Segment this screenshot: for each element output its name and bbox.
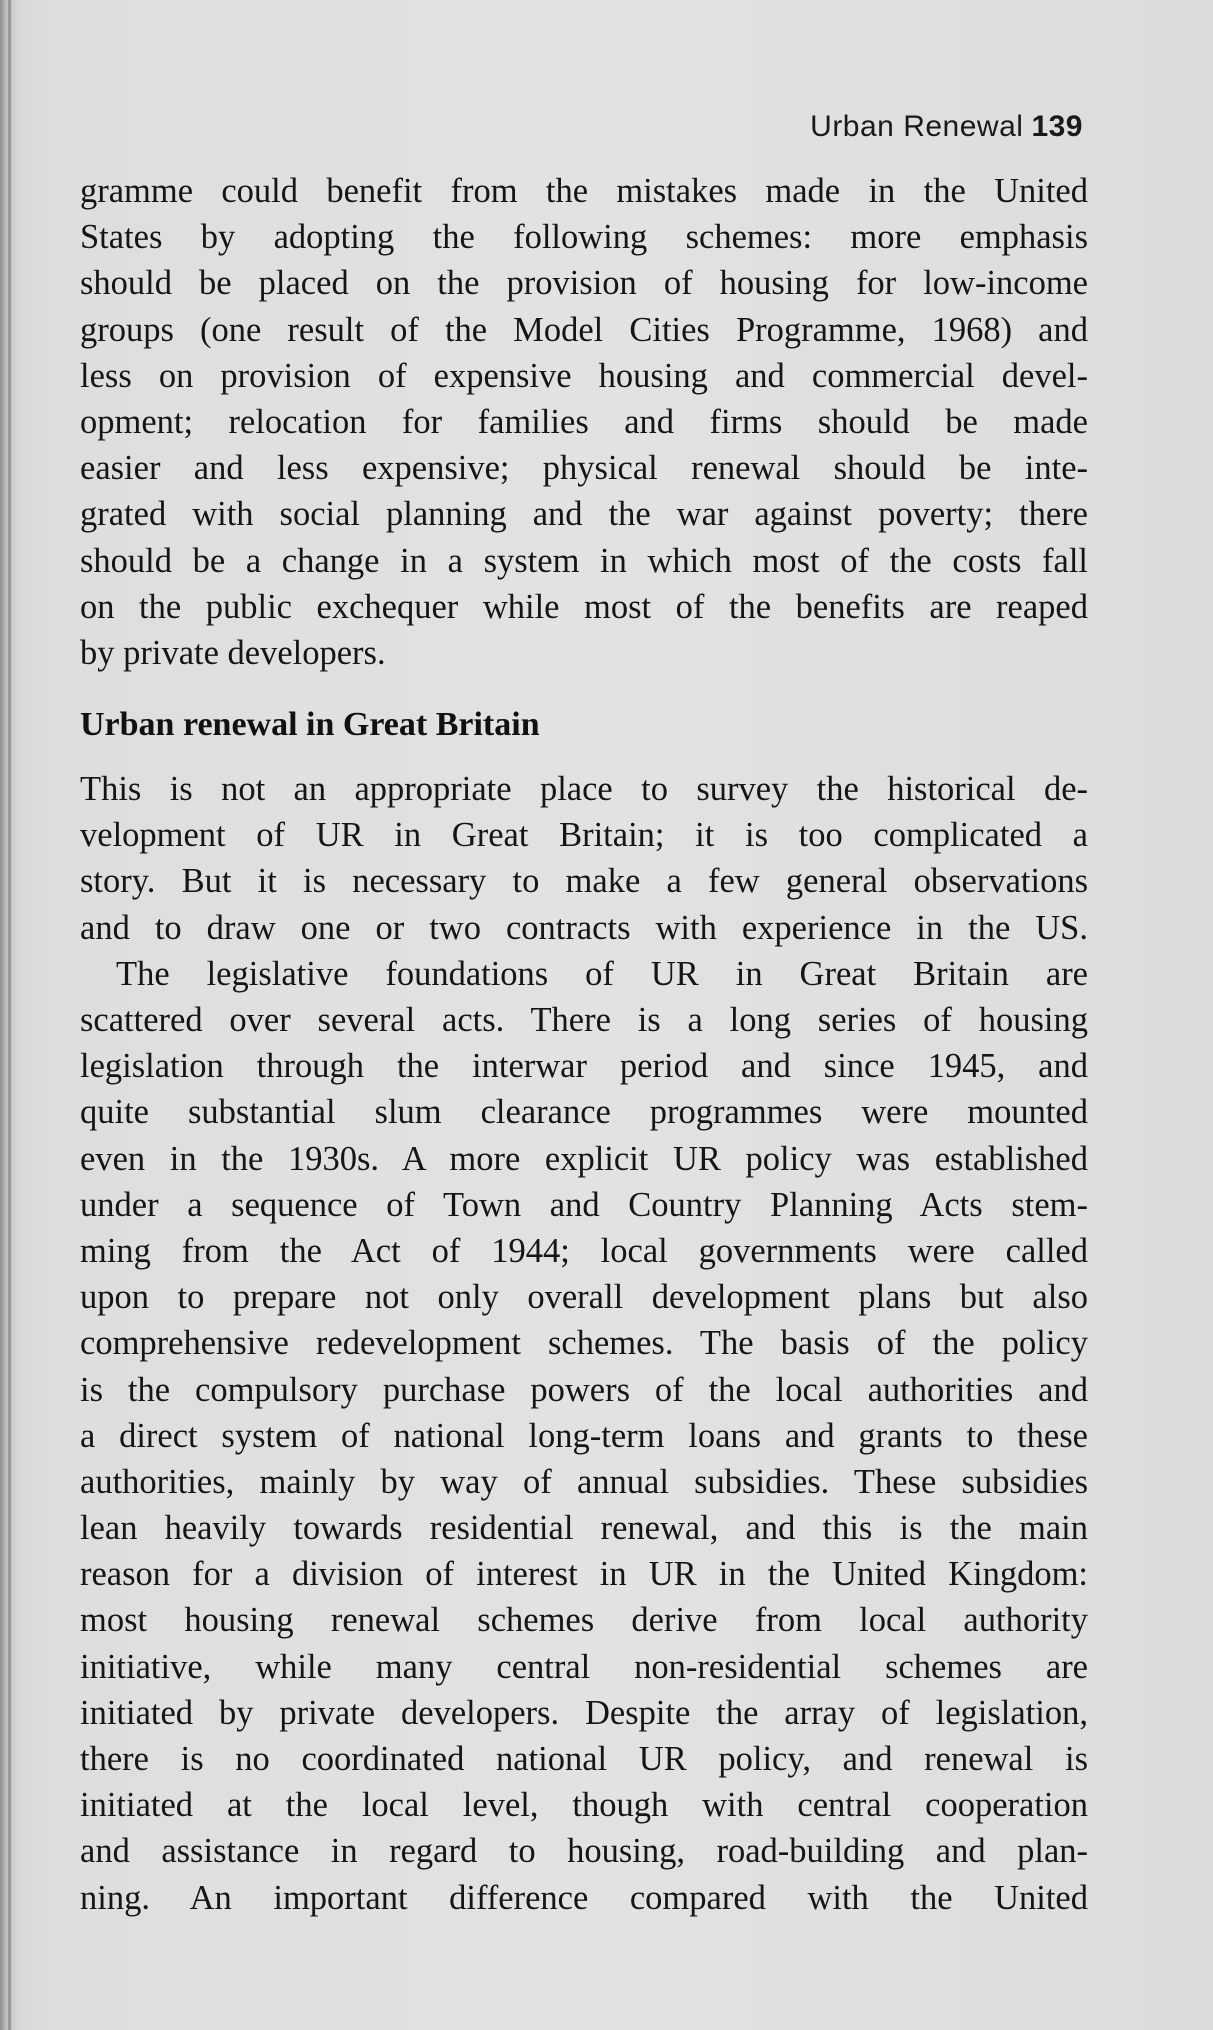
text-line: reason for a division of interest in UR in the United Kingdom: bbox=[80, 1555, 1088, 1594]
text-line: initiative, while many central non-residential schemes are bbox=[80, 1647, 1088, 1686]
paragraph-legislation bbox=[80, 951, 1088, 1921]
text-line: gramme could benefit from the mistakes made in the United bbox=[80, 172, 1088, 210]
section-heading: Urban renewal in Great Britain bbox=[80, 706, 540, 744]
text-line: even in the 1930s. A more explicit UR policy was established bbox=[80, 1139, 1088, 1178]
paragraph-intro bbox=[80, 766, 1088, 951]
text-line: States by adopting the following schemes: more emphasis bbox=[80, 218, 1088, 257]
text-line: should be a change in a system in which most of the costs fall bbox=[80, 541, 1088, 580]
text-line: authorities, mainly by way of annual subsidies. These subsidies bbox=[80, 1462, 1088, 1501]
text-line: scattered over several acts. There is a long series of housing bbox=[80, 1001, 1088, 1039]
text-line: lean heavily towards residential renewal, and this is the main bbox=[80, 1509, 1088, 1548]
text-line: groups (one result of the Model Cities Programme, 1968) and bbox=[80, 310, 1088, 349]
text-line: should be placed on the provision of housing for low-income bbox=[80, 264, 1088, 303]
text-line: quite substantial slum clearance programmes were mounted bbox=[80, 1093, 1088, 1132]
text-line: a direct system of national long-term loans and grants to these bbox=[80, 1416, 1088, 1455]
text-line: initiated at the local level, though with central cooperation bbox=[80, 1786, 1088, 1825]
text-line: by private developers. bbox=[80, 633, 386, 672]
text-line: opment; relocation for families and firms should be made bbox=[80, 402, 1088, 441]
page-gutter bbox=[8, 0, 11, 2030]
text-line: initiated by private developers. Despite the array of legislation, bbox=[80, 1693, 1088, 1732]
text-line: on the public exchequer while most of the benefits are reaped bbox=[80, 587, 1088, 626]
text-line: is the compulsory purchase powers of the local authorities and bbox=[80, 1370, 1088, 1409]
text-line: ming from the Act of 1944; local governments were called bbox=[80, 1231, 1088, 1270]
text-line: ning. An important difference compared with the United bbox=[80, 1878, 1088, 1917]
paragraph-continued bbox=[80, 168, 1088, 676]
text-line: under a sequence of Town and Country Planning Acts stem- bbox=[80, 1185, 1088, 1224]
text-line: and to draw one or two contracts with experience in the US. bbox=[80, 908, 1088, 947]
text-line: most housing renewal schemes derive from local authority bbox=[80, 1601, 1088, 1640]
running-head-title: Urban Renewal bbox=[810, 110, 1024, 143]
text-line: less on provision of expensive housing and commercial devel- bbox=[80, 356, 1088, 395]
text-line: This is not an appropriate place to survey the historical de- bbox=[80, 770, 1088, 809]
text-line: story. But it is necessary to make a few general observations bbox=[80, 862, 1088, 901]
text-line: and assistance in regard to housing, road-building and plan- bbox=[80, 1832, 1088, 1871]
text-line: legislation through the interwar period and since 1945, and bbox=[80, 1047, 1088, 1086]
body-text bbox=[80, 168, 1088, 1921]
text-line: grated with social planning and the war against poverty; there bbox=[80, 495, 1088, 534]
text-line: there is no coordinated national UR policy, and renewal is bbox=[80, 1740, 1088, 1778]
text-line: velopment of UR in Great Britain; it is too complicated a bbox=[80, 816, 1088, 855]
text-line: upon to prepare not only overall development plans but also bbox=[80, 1278, 1088, 1317]
text-line: easier and less expensive; physical renewal should be inte- bbox=[80, 449, 1088, 488]
page-number: 139 bbox=[1031, 110, 1083, 143]
text-line: comprehensive redevelopment schemes. The basis of the policy bbox=[80, 1324, 1088, 1363]
text-line: The legislative foundations of UR in Great Britain are bbox=[116, 954, 1088, 993]
running-head bbox=[810, 110, 1083, 144]
